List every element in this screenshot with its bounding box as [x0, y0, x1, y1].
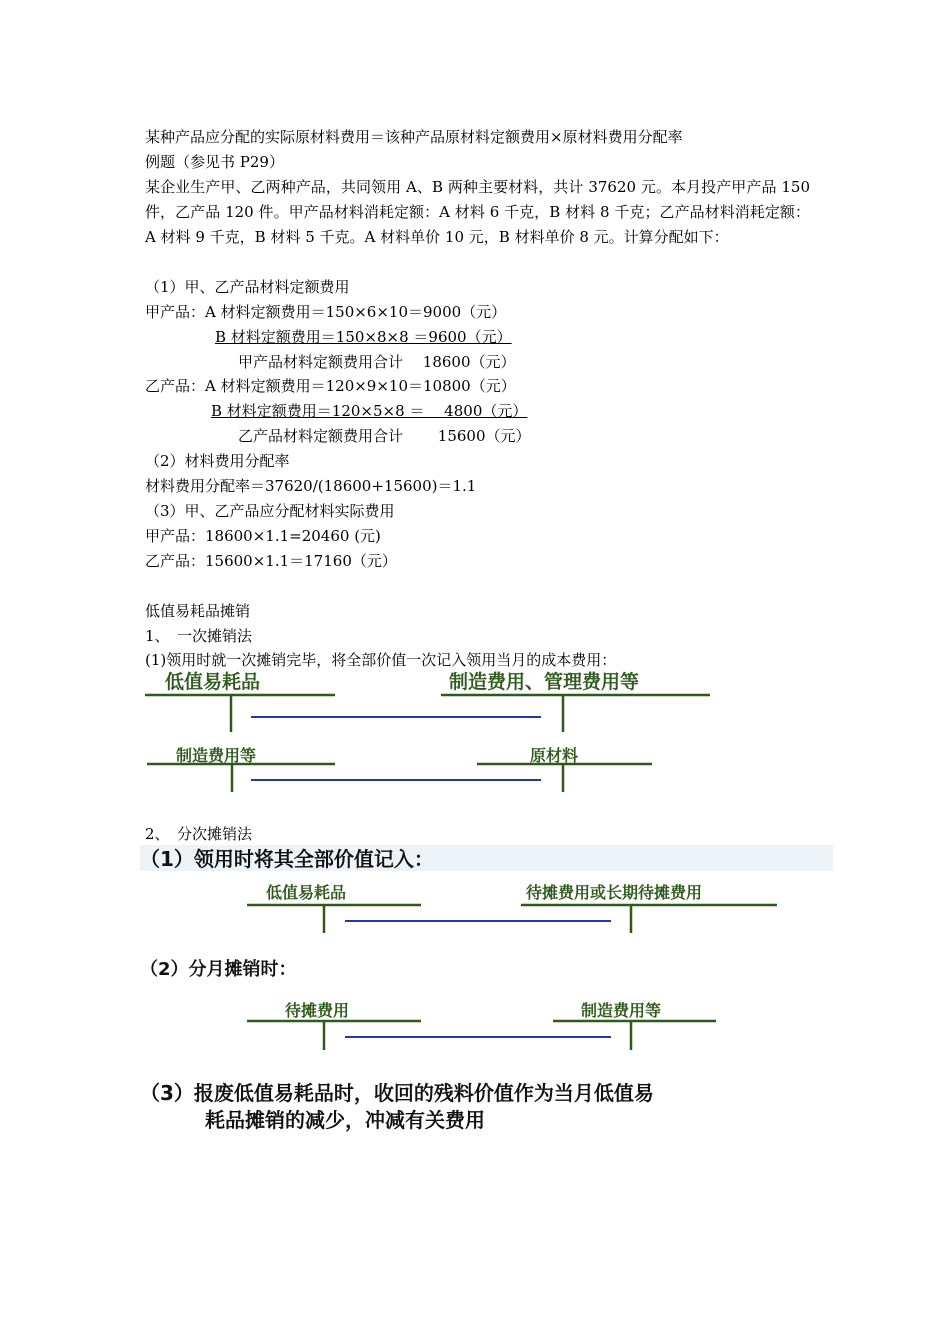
account-label: 制造费用等	[176, 746, 257, 765]
account-label: 制造费用、管理费用等	[449, 671, 640, 693]
yi-a-cost: 乙产品：A 材料定额费用＝120×9×10＝10800（元）	[145, 377, 516, 395]
method2-step3-line2: 耗品摊销的减少，冲减有关费用	[205, 1108, 485, 1132]
method2-title: 2、 分次摊销法	[145, 825, 253, 843]
jia-b-cost: B 材料定额费用＝150×8×8 ＝9600（元）	[215, 328, 512, 346]
method2-step2: （2）分月摊销时：	[140, 959, 297, 980]
jia-a-cost: 甲产品：A 材料定额费用＝150×6×10＝9000（元）	[145, 303, 507, 321]
account-label: 原材料	[530, 746, 579, 765]
account-label: 制造费用等	[581, 1001, 662, 1020]
yi-b-cost: B 材料定额费用＝120×5×8 ＝ 4800（元）	[211, 402, 528, 420]
example-paragraph: 某企业生产甲、乙两种产品，共同领用 A、B 两种主要材料，共计 37620 元。本月投产甲产品 150 件，乙产品 120 件。甲产品材料消耗定额：A 材料 6 千克，B 材料 8 千克；乙产品材料消耗定额：A 材料 9 千克，B 材料 5 千克。A 材料单价 10 元，B 材料单价 8 元。计算分配如下：	[145, 178, 810, 246]
formula-line: 某种产品应分配的实际原材料费用＝该种产品原材料定额费用×原材料费用分配率	[145, 128, 683, 146]
step3-title: （3）甲、乙产品应分配材料实际费用	[145, 502, 395, 520]
account-label: 待摊费用或长期待摊费用	[526, 883, 703, 902]
yi-actual-cost: 乙产品：15600×1.1＝17160（元）	[145, 552, 397, 570]
account-label: 待摊费用	[285, 1001, 350, 1020]
method1-description: (1)领用时就一次摊销完毕，将全部价值一次记入领用当月的成本费用：	[145, 651, 617, 669]
step2-title: （2）材料费用分配率	[145, 452, 290, 470]
jia-actual-cost: 甲产品：18600×1.1=20460 (元)	[145, 527, 381, 545]
section-title: 低值易耗品摊销	[145, 602, 251, 620]
step1-title: （1）甲、乙产品材料定额费用	[145, 278, 350, 296]
account-label: 低值易耗品	[266, 883, 347, 902]
method1-title: 1、 一次摊销法	[145, 627, 253, 645]
account-label: 低值易耗品	[165, 671, 261, 693]
example-title: 例题（参见书 P29）	[145, 153, 284, 171]
method2-step3-line1: （3）报废低值易耗品时，收回的残料价值作为当月低值易	[140, 1081, 654, 1105]
jia-total: 甲产品材料定额费用合计 18600（元）	[238, 353, 516, 371]
yi-total: 乙产品材料定额费用合计 15600（元）	[238, 427, 531, 445]
allocation-rate: 材料费用分配率＝37620/(18600+15600)＝1.1	[145, 477, 477, 495]
method2-step1: （1）领用时将其全部价值记入：	[140, 847, 434, 871]
